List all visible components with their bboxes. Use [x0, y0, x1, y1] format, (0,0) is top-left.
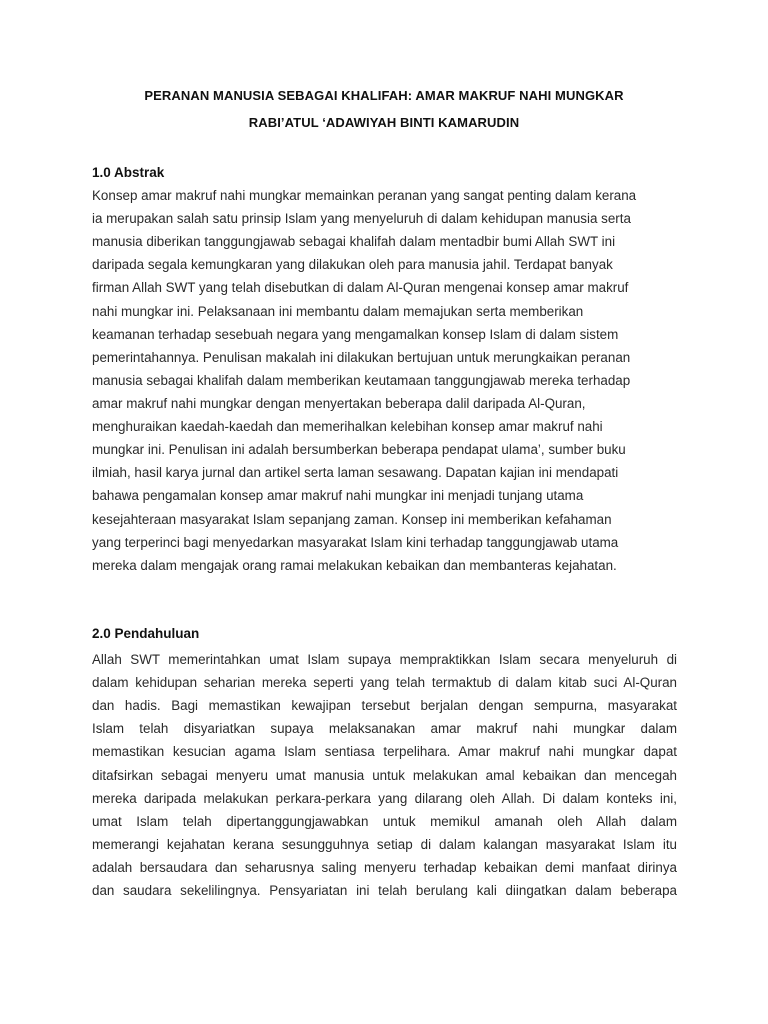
paragraph-line: mereka dalam mengajak orang ramai melakukan kebaikan dan membanteras kejahatan.	[92, 557, 617, 573]
paragraph-line: dalam kehidupan seharian mereka seperti yang telah termaktub di dalam kitab suci Al-Quran	[92, 675, 677, 691]
paragraph-line: amar makruf nahi mungkar dengan menyertakan beberapa dalil daripada Al-Quran,	[92, 395, 586, 411]
paragraph-line: ditafsirkan sebagai menyeru umat manusia untuk melakukan amal kebaikan dan mencegah	[92, 767, 677, 783]
section-heading-abstract: 1.0 Abstrak	[92, 165, 165, 180]
paragraph-line: mungkar ini. Penulisan ini adalah bersumberkan beberapa pendapat ulama’, sumber buku	[92, 442, 626, 458]
paragraph-line: mereka daripada melakukan perkara-perkara yang dilarang oleh Allah. Di dalam konteks ini,	[92, 790, 677, 806]
paragraph-line: pemerintahannya. Penulisan makalah ini dilakukan bertujuan untuk merungkaikan peranan	[92, 349, 631, 365]
paragraph-line: nahi mungkar ini. Pelaksanaan ini membantu dalam memajukan serta memberikan	[92, 303, 584, 319]
paragraph-line: daripada segala kemungkaran yang dilakukan oleh para manusia jahil. Terdapat banyak	[92, 257, 613, 273]
paragraph-line: yang terperinci bagi menyedarkan masyarakat Islam kini terhadap tanggungjawab utama	[92, 534, 619, 550]
paragraph-line: umat Islam telah dipertanggungjawabkan untuk memikul amanah oleh Allah dalam	[92, 813, 677, 829]
document-author: RABI’ATUL ‘ADAWIYAH BINTI KAMARUDIN	[248, 115, 520, 130]
paragraph-line: memastikan kesucian agama Islam sentiasa terpelihara. Amar makruf nahi mungkar dapat	[92, 744, 677, 760]
paragraph-line: menghuraikan kaedah-kaedah dan memerihalkan kelebihan konsep amar makruf nahi	[92, 419, 603, 435]
document-title: PERANAN MANUSIA SEBAGAI KHALIFAH: AMAR MAKRUF NAHI MUNGKAR	[144, 88, 624, 103]
paragraph-line: keamanan terhadap sesebuah negara yang mengamalkan konsep Islam di dalam sistem	[92, 326, 619, 342]
paragraph-line: dan saudara sekelilingnya. Pensyariatan ini telah berulang kali diingatkan dalam beberapa	[92, 883, 677, 899]
introduction-paragraph	[92, 648, 677, 902]
paragraph-line: dan hadis. Bagi memastikan kewajipan tersebut berjalan dengan sempurna, masyarakat	[92, 698, 677, 714]
paragraph-line: adalah bersaudara dan seharusnya saling menyeru terhadap kebaikan demi manfaat dirinya	[92, 859, 677, 875]
paragraph-line: bahawa pengamalan konsep amar makruf nahi mungkar ini menjadi tunjang utama	[92, 488, 584, 504]
abstract-paragraph	[92, 184, 677, 577]
section-heading-introduction: 2.0 Pendahuluan	[92, 626, 200, 641]
paragraph-line: memerangi kejahatan kerana sesungguhnya setiap di dalam kalangan masyarakat Islam itu	[92, 836, 677, 852]
paragraph-line: Islam telah disyariatkan supaya melaksanakan amar makruf nahi mungkar dalam	[92, 721, 677, 737]
paragraph-line: firman Allah SWT yang telah disebutkan di dalam Al-Quran mengenai konsep amar makruf	[92, 280, 629, 296]
paragraph-line: manusia diberikan tanggungjawab sebagai khalifah dalam mentadbir bumi Allah SWT ini	[92, 234, 616, 250]
paragraph-line: ia merupakan salah satu prinsip Islam yang menyeluruh di dalam kehidupan manusia serta	[92, 211, 631, 227]
paragraph-line: kesejahteraan masyarakat Islam sepanjang zaman. Konsep ini memberikan kefahaman	[92, 511, 612, 527]
paragraph-line: Allah SWT memerintahkan umat Islam supaya mempraktikkan Islam secara menyeluruh di	[92, 652, 677, 667]
paragraph-line: Konsep amar makruf nahi mungkar memainkan peranan yang sangat penting dalam kerana	[92, 188, 637, 203]
paragraph-line: manusia sebagai khalifah dalam memberikan keutamaan tanggungjawab mereka terhadap	[92, 372, 631, 388]
paragraph-line: ilmiah, hasil karya jurnal dan artikel serta laman sesawang. Dapatan kajian ini mendapati	[92, 465, 619, 481]
